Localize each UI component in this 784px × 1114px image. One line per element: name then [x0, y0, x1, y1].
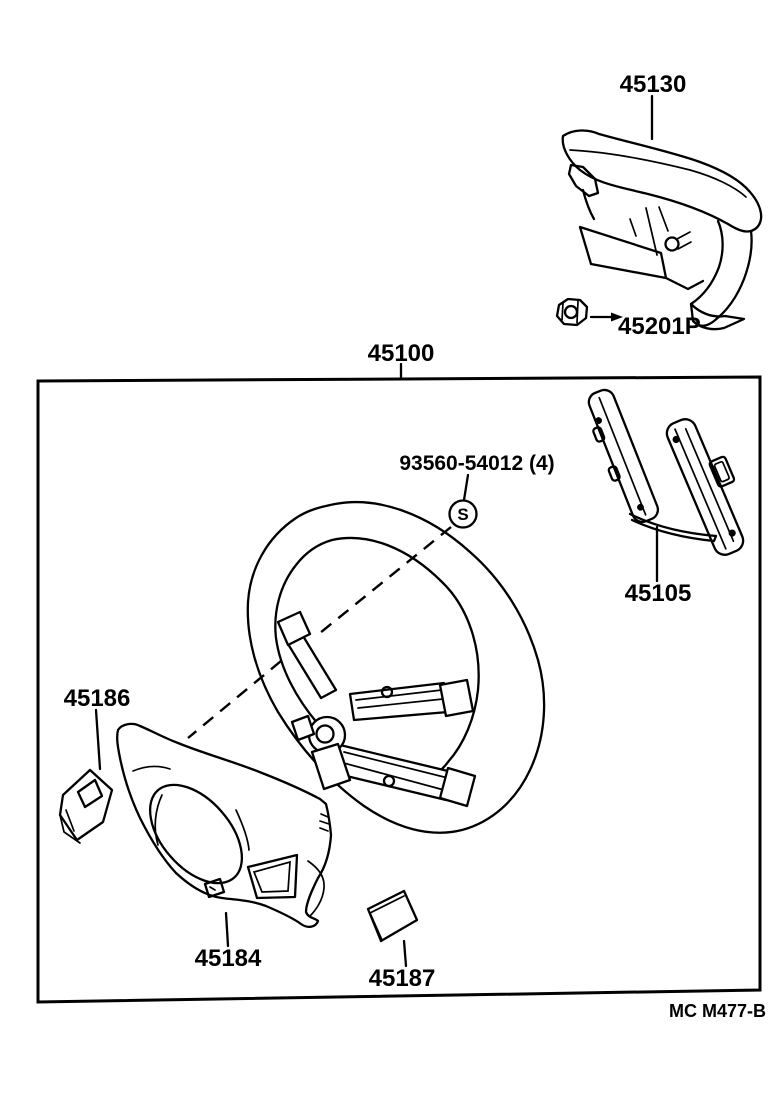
callout-45130: 45130 — [619, 71, 687, 98]
contact-plate-left-body — [586, 387, 661, 525]
horn-pad-body-bottom-edge — [666, 278, 703, 289]
callout-45187: 45187 — [368, 965, 436, 992]
part-drawing-cover-plate-45187 — [368, 891, 417, 941]
screw-symbol-letter: S — [457, 505, 469, 524]
nut-outline — [557, 299, 587, 325]
lower-cover-outline — [117, 724, 331, 927]
part-drawing-clip-45186 — [60, 770, 112, 843]
figure-code: MC M477-B — [668, 1001, 766, 1021]
callout-93560-54012: 93560-54012 (4) — [399, 452, 555, 475]
leader-line-45187 — [404, 941, 406, 966]
callout-45186: 45186 — [63, 685, 131, 712]
part-drawing-nut-45201P — [557, 299, 587, 325]
wheel-spoke-upper-right-boss — [440, 680, 473, 716]
leader-line-93560 — [464, 475, 468, 500]
callout-45184: 45184 — [194, 945, 262, 972]
cover-plate-outline — [368, 891, 417, 941]
horn-pad-right-curl-inner — [691, 221, 723, 304]
wheel-spoke-upper-right — [350, 683, 448, 720]
part-drawing-contact-plates-45105 — [580, 387, 760, 558]
nut-bore — [565, 306, 577, 318]
callout-45201P: 45201P — [618, 313, 701, 340]
contact-plate-left — [580, 387, 661, 527]
horn-pad-right-curl-outer — [699, 231, 752, 326]
part-drawing-lower-cover-45184 — [117, 724, 331, 927]
callout-45100: 45100 — [367, 340, 435, 367]
wheel-spoke-upper-left — [288, 636, 336, 698]
leader-line-45186 — [96, 710, 100, 769]
callout-45105: 45105 — [624, 580, 692, 607]
horn-pad-hatch-3 — [630, 219, 636, 236]
part-drawing-horn-pad-45130 — [563, 130, 761, 329]
horn-pad-hatch-2 — [659, 207, 668, 231]
part-drawing-steering-wheel — [248, 502, 544, 833]
assembly-axis-dashed-lower — [188, 661, 281, 738]
leader-line-45184 — [226, 913, 228, 946]
